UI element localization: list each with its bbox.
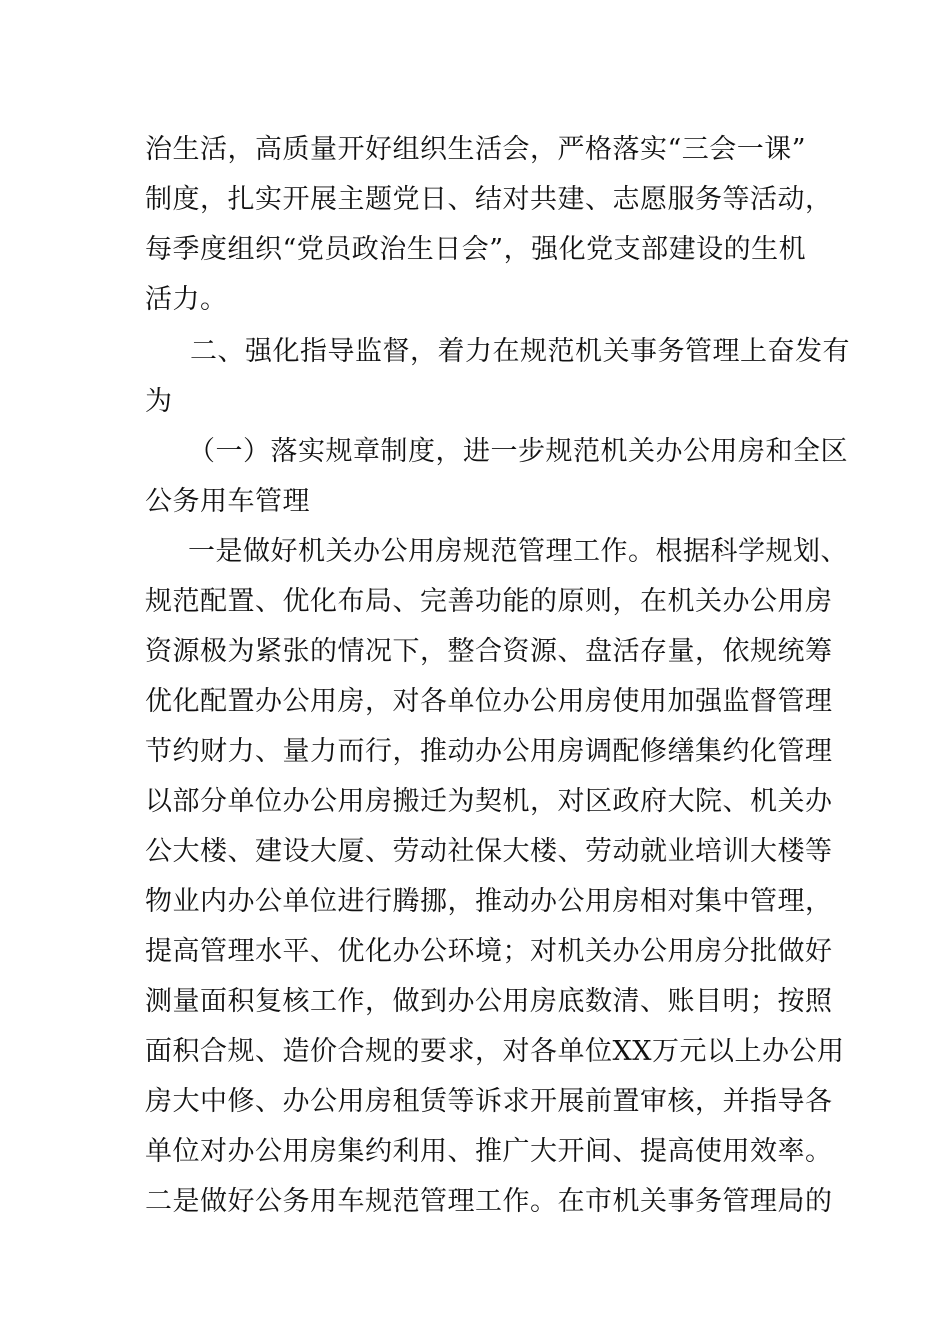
text-line: 房大中修、办公用房租赁等诉求开展前置审核，并指导各: [145, 1086, 833, 1117]
text-line: 以部分单位办公用房搬迁为契机，对区政府大院、机关办: [145, 786, 833, 817]
subsection-heading: （一）落实规章制度，进一步规范机关办公用房和全区: [188, 436, 848, 467]
text-line: 公大楼、建设大厦、劳动社保大楼、劳动就业培训大楼等: [145, 836, 833, 867]
section-heading-continued: 为: [145, 386, 173, 417]
text-line: 制度，扎实开展主题党日、结对共建、志愿服务等活动，: [145, 184, 833, 215]
text-line: 优化配置办公用房，对各单位办公用房使用加强监督管理: [145, 686, 833, 717]
text-line: 二是做好公务用车规范管理工作。在市机关事务管理局的: [145, 1186, 833, 1217]
text-line: 节约财力、量力而行，推动办公用房调配修缮集约化管理: [145, 736, 833, 767]
text-line: 测量面积复核工作，做到办公用房底数清、账目明；按照: [145, 986, 833, 1017]
text-line: 面积合规、造价合规的要求，对各单位XX万元以上办公用: [145, 1036, 845, 1067]
text-line: 物业内办公单位进行腾挪，推动办公用房相对集中管理，: [145, 886, 833, 917]
paragraph-start: 一是做好机关办公用房规范管理工作。根据科学规划、: [188, 536, 848, 567]
text-line: 每季度组织“党员政治生日会”，强化党支部建设的生机: [145, 234, 807, 265]
text-line: 规范配置、优化布局、完善功能的原则，在机关办公用房: [145, 586, 833, 617]
text-line: 治生活，高质量开好组织生活会，严格落实“三会一课”: [145, 134, 807, 165]
text-line: 资源极为紧张的情况下，整合资源、盘活存量，依规统筹: [145, 636, 833, 667]
text-line: 单位对办公用房集约利用、推广大开间、提高使用效率。: [145, 1136, 833, 1167]
subsection-heading-continued: 公务用车管理: [145, 486, 310, 517]
section-heading: 二、强化指导监督，着力在规范机关事务管理上奋发有: [190, 336, 850, 367]
text-line: 提高管理水平、优化办公环境；对机关办公用房分批做好: [145, 936, 833, 967]
text-line: 活力。: [145, 284, 228, 315]
